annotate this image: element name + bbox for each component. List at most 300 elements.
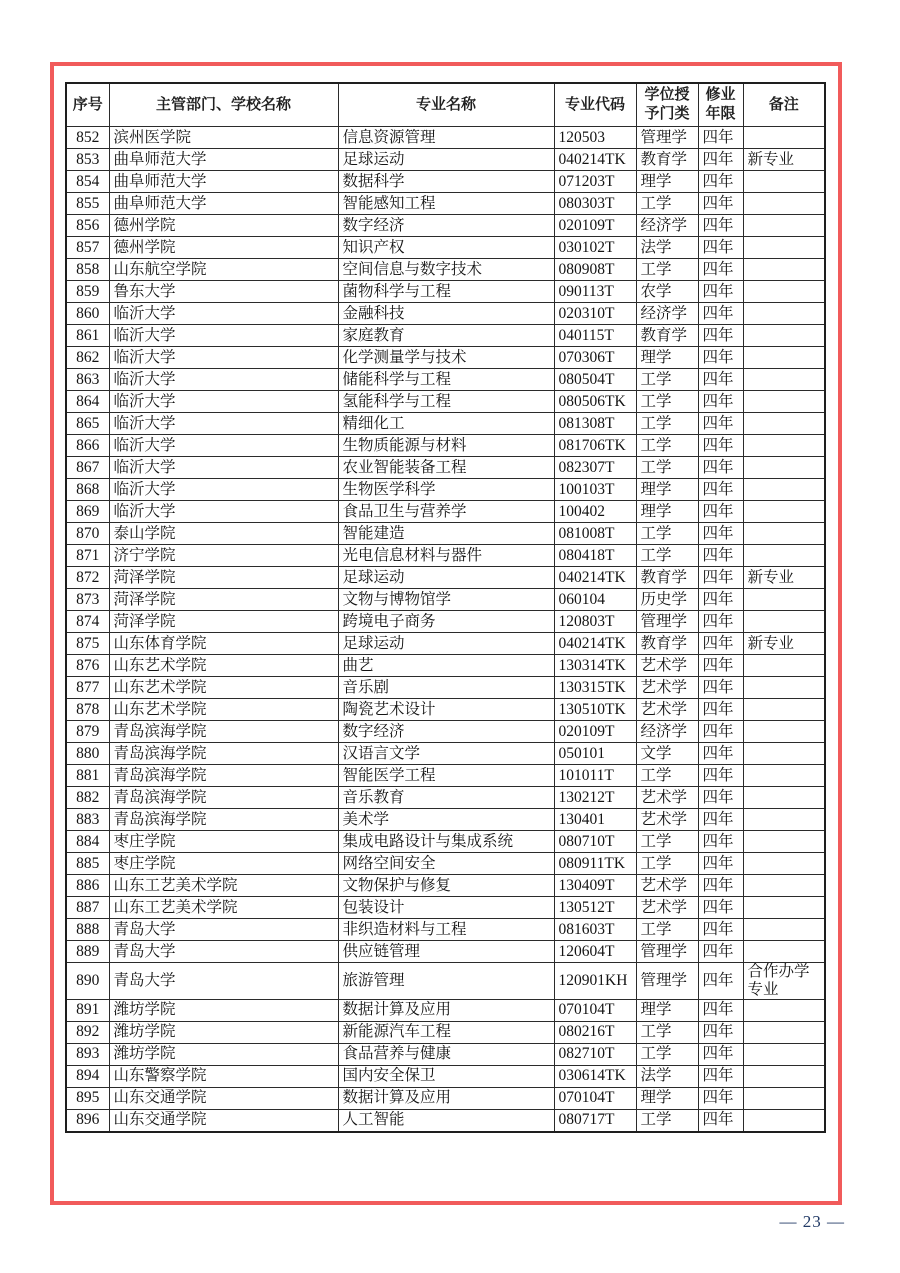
cell-degree: 工学 [636,765,698,787]
table-row [66,1087,825,1109]
cell-years: 四年 [698,1043,743,1065]
table-row [66,1065,825,1087]
header-major: 专业名称 [338,83,554,127]
cell-major: 音乐剧 [338,677,554,699]
cell-seq: 896 [66,1109,109,1132]
table-row [66,677,825,699]
cell-major: 包装设计 [338,897,554,919]
cell-school: 青岛滨海学院 [109,787,338,809]
cell-major: 智能建造 [338,523,554,545]
cell-major: 菌物科学与工程 [338,281,554,303]
cell-note [743,1043,825,1065]
cell-school: 枣庄学院 [109,853,338,875]
cell-seq: 888 [66,919,109,941]
cell-note [743,347,825,369]
cell-note [743,1065,825,1087]
cell-degree: 管理学 [636,127,698,149]
cell-degree: 法学 [636,1065,698,1087]
cell-code: 130409T [554,875,636,897]
table-row [66,193,825,215]
cell-major: 数据计算及应用 [338,999,554,1021]
cell-school: 山东工艺美术学院 [109,897,338,919]
cell-degree: 工学 [636,193,698,215]
cell-years: 四年 [698,391,743,413]
cell-note [743,215,825,237]
table-row [66,1021,825,1043]
cell-seq: 886 [66,875,109,897]
cell-school: 山东艺术学院 [109,699,338,721]
table-row [66,699,825,721]
cell-degree: 管理学 [636,611,698,633]
table-body [66,127,825,1132]
cell-degree: 农学 [636,281,698,303]
cell-major: 国内安全保卫 [338,1065,554,1087]
cell-school: 泰山学院 [109,523,338,545]
header-school: 主管部门、学校名称 [109,83,338,127]
cell-code: 070104T [554,999,636,1021]
cell-major: 旅游管理 [338,963,554,1000]
cell-code: 040214TK [554,633,636,655]
cell-years: 四年 [698,523,743,545]
cell-school: 青岛滨海学院 [109,765,338,787]
cell-note [743,127,825,149]
cell-years: 四年 [698,765,743,787]
table-row [66,765,825,787]
cell-school: 潍坊学院 [109,1043,338,1065]
cell-years: 四年 [698,721,743,743]
cell-note: 新专业 [743,633,825,655]
cell-seq: 859 [66,281,109,303]
cell-major: 数字经济 [338,721,554,743]
cell-degree: 工学 [636,369,698,391]
cell-note [743,831,825,853]
cell-major: 知识产权 [338,237,554,259]
cell-note [743,413,825,435]
cell-note [743,479,825,501]
cell-years: 四年 [698,875,743,897]
cell-seq: 874 [66,611,109,633]
cell-degree: 艺术学 [636,787,698,809]
cell-years: 四年 [698,611,743,633]
cell-seq: 876 [66,655,109,677]
cell-school: 鲁东大学 [109,281,338,303]
cell-years: 四年 [698,633,743,655]
cell-degree: 工学 [636,1021,698,1043]
cell-degree: 工学 [636,1109,698,1132]
cell-years: 四年 [698,501,743,523]
cell-note [743,787,825,809]
cell-major: 数据计算及应用 [338,1087,554,1109]
cell-degree: 理学 [636,1087,698,1109]
cell-years: 四年 [698,1109,743,1132]
cell-degree: 工学 [636,919,698,941]
cell-code: 120803T [554,611,636,633]
cell-seq: 882 [66,787,109,809]
cell-school: 临沂大学 [109,457,338,479]
cell-code: 040115T [554,325,636,347]
cell-years: 四年 [698,281,743,303]
cell-seq: 881 [66,765,109,787]
cell-note [743,677,825,699]
table-row [66,237,825,259]
cell-years: 四年 [698,567,743,589]
table-row [66,567,825,589]
cell-school: 潍坊学院 [109,999,338,1021]
cell-code: 080506TK [554,391,636,413]
cell-code: 060104 [554,589,636,611]
cell-years: 四年 [698,699,743,721]
cell-years: 四年 [698,1087,743,1109]
cell-seq: 858 [66,259,109,281]
table-row [66,655,825,677]
table-row [66,369,825,391]
cell-degree: 理学 [636,999,698,1021]
cell-years: 四年 [698,259,743,281]
cell-school: 曲阜师范大学 [109,149,338,171]
cell-note [743,589,825,611]
table-row [66,589,825,611]
cell-major: 化学测量学与技术 [338,347,554,369]
cell-code: 030614TK [554,1065,636,1087]
cell-years: 四年 [698,149,743,171]
cell-years: 四年 [698,193,743,215]
cell-major: 供应链管理 [338,941,554,963]
cell-note [743,721,825,743]
cell-code: 080303T [554,193,636,215]
cell-seq: 889 [66,941,109,963]
cell-code: 130401 [554,809,636,831]
cell-school: 山东工艺美术学院 [109,875,338,897]
cell-major: 光电信息材料与器件 [338,545,554,567]
cell-note [743,765,825,787]
cell-school: 山东警察学院 [109,1065,338,1087]
cell-note [743,743,825,765]
cell-major: 信息资源管理 [338,127,554,149]
cell-major: 农业智能装备工程 [338,457,554,479]
table-row [66,941,825,963]
cell-years: 四年 [698,413,743,435]
table-row [66,853,825,875]
cell-note: 合作办学专业 [743,963,825,1000]
cell-school: 临沂大学 [109,369,338,391]
cell-code: 082710T [554,1043,636,1065]
cell-major: 人工智能 [338,1109,554,1132]
cell-seq: 890 [66,963,109,1000]
cell-code: 120503 [554,127,636,149]
cell-degree: 教育学 [636,633,698,655]
cell-code: 081008T [554,523,636,545]
cell-degree: 艺术学 [636,655,698,677]
cell-seq: 856 [66,215,109,237]
table-row [66,545,825,567]
cell-major: 足球运动 [338,567,554,589]
cell-degree: 工学 [636,435,698,457]
cell-code: 082307T [554,457,636,479]
cell-seq: 860 [66,303,109,325]
cell-degree: 文学 [636,743,698,765]
cell-major: 音乐教育 [338,787,554,809]
table-row [66,347,825,369]
table-header [66,83,825,127]
cell-note [743,237,825,259]
cell-years: 四年 [698,589,743,611]
cell-major: 美术学 [338,809,554,831]
cell-note [743,1021,825,1043]
cell-note [743,809,825,831]
cell-code: 080710T [554,831,636,853]
cell-degree: 艺术学 [636,809,698,831]
cell-school: 青岛滨海学院 [109,809,338,831]
cell-seq: 887 [66,897,109,919]
page-number: — 23 — [779,1212,845,1231]
cell-major: 数据科学 [338,171,554,193]
cell-seq: 879 [66,721,109,743]
cell-school: 临沂大学 [109,413,338,435]
cell-years: 四年 [698,369,743,391]
cell-years: 四年 [698,325,743,347]
cell-note: 新专业 [743,567,825,589]
cell-code: 071203T [554,171,636,193]
cell-school: 青岛大学 [109,963,338,1000]
cell-years: 四年 [698,303,743,325]
cell-code: 130512T [554,897,636,919]
cell-major: 生物医学科学 [338,479,554,501]
header-note: 备注 [743,83,825,127]
cell-code: 080216T [554,1021,636,1043]
cell-seq: 857 [66,237,109,259]
cell-school: 菏泽学院 [109,589,338,611]
cell-note [743,523,825,545]
cell-seq: 885 [66,853,109,875]
cell-degree: 管理学 [636,941,698,963]
cell-code: 020109T [554,721,636,743]
cell-years: 四年 [698,435,743,457]
cell-years: 四年 [698,919,743,941]
cell-note [743,655,825,677]
cell-major: 集成电路设计与集成系统 [338,831,554,853]
cell-school: 临沂大学 [109,325,338,347]
table-row [66,413,825,435]
cell-note [743,391,825,413]
cell-seq: 866 [66,435,109,457]
cell-years: 四年 [698,1021,743,1043]
cell-degree: 法学 [636,237,698,259]
cell-seq: 855 [66,193,109,215]
cell-school: 山东艺术学院 [109,677,338,699]
table-row [66,501,825,523]
cell-years: 四年 [698,215,743,237]
cell-code: 080504T [554,369,636,391]
cell-seq: 878 [66,699,109,721]
cell-major: 跨境电子商务 [338,611,554,633]
cell-code: 101011T [554,765,636,787]
table-row [66,633,825,655]
cell-major: 曲艺 [338,655,554,677]
cell-major: 金融科技 [338,303,554,325]
cell-note [743,919,825,941]
cell-note [743,369,825,391]
cell-note [743,545,825,567]
cell-degree: 工学 [636,457,698,479]
cell-seq: 853 [66,149,109,171]
majors-table [65,82,826,1133]
table-row [66,325,825,347]
cell-degree: 工学 [636,831,698,853]
cell-school: 曲阜师范大学 [109,171,338,193]
cell-degree: 经济学 [636,721,698,743]
header-years: 修业年限 [698,83,743,127]
cell-degree: 艺术学 [636,699,698,721]
cell-major: 陶瓷艺术设计 [338,699,554,721]
cell-seq: 865 [66,413,109,435]
cell-years: 四年 [698,853,743,875]
cell-seq: 862 [66,347,109,369]
cell-seq: 870 [66,523,109,545]
cell-code: 080717T [554,1109,636,1132]
cell-seq: 868 [66,479,109,501]
cell-degree: 工学 [636,523,698,545]
cell-note [743,853,825,875]
cell-school: 临沂大学 [109,347,338,369]
cell-school: 山东交通学院 [109,1109,338,1132]
cell-code: 070104T [554,1087,636,1109]
table-row [66,1109,825,1132]
cell-school: 临沂大学 [109,435,338,457]
cell-years: 四年 [698,677,743,699]
table-row [66,259,825,281]
cell-seq: 883 [66,809,109,831]
cell-years: 四年 [698,897,743,919]
table-row [66,1043,825,1065]
cell-school: 山东艺术学院 [109,655,338,677]
cell-note [743,999,825,1021]
table-row [66,435,825,457]
cell-code: 120604T [554,941,636,963]
cell-code: 080911TK [554,853,636,875]
table-row [66,303,825,325]
cell-note [743,875,825,897]
cell-years: 四年 [698,171,743,193]
cell-note: 新专业 [743,149,825,171]
cell-degree: 教育学 [636,149,698,171]
cell-major: 氢能科学与工程 [338,391,554,413]
cell-degree: 历史学 [636,589,698,611]
cell-note [743,435,825,457]
table-row [66,999,825,1021]
cell-note [743,457,825,479]
cell-note [743,171,825,193]
cell-major: 储能科学与工程 [338,369,554,391]
cell-school: 青岛大学 [109,941,338,963]
cell-years: 四年 [698,1065,743,1087]
cell-code: 081706TK [554,435,636,457]
cell-seq: 895 [66,1087,109,1109]
table-row [66,919,825,941]
header-code: 专业代码 [554,83,636,127]
cell-major: 智能医学工程 [338,765,554,787]
cell-degree: 艺术学 [636,897,698,919]
cell-code: 040214TK [554,149,636,171]
cell-degree: 艺术学 [636,875,698,897]
cell-school: 临沂大学 [109,479,338,501]
cell-seq: 875 [66,633,109,655]
cell-degree: 教育学 [636,325,698,347]
cell-major: 网络空间安全 [338,853,554,875]
table-row [66,809,825,831]
table-row [66,611,825,633]
cell-years: 四年 [698,127,743,149]
cell-major: 文物保护与修复 [338,875,554,897]
cell-school: 滨州医学院 [109,127,338,149]
cell-code: 090113T [554,281,636,303]
table-row [66,875,825,897]
cell-years: 四年 [698,237,743,259]
cell-code: 130212T [554,787,636,809]
cell-major: 空间信息与数字技术 [338,259,554,281]
table-row [66,721,825,743]
cell-code: 050101 [554,743,636,765]
table-row [66,215,825,237]
table-row [66,127,825,149]
cell-seq: 894 [66,1065,109,1087]
cell-seq: 877 [66,677,109,699]
table-row [66,391,825,413]
cell-degree: 工学 [636,853,698,875]
cell-years: 四年 [698,831,743,853]
cell-note [743,611,825,633]
cell-major: 食品卫生与营养学 [338,501,554,523]
cell-code: 030102T [554,237,636,259]
cell-major: 非织造材料与工程 [338,919,554,941]
cell-seq: 871 [66,545,109,567]
header-seq: 序号 [66,83,109,127]
cell-major: 数字经济 [338,215,554,237]
cell-school: 潍坊学院 [109,1021,338,1043]
cell-note [743,325,825,347]
cell-years: 四年 [698,545,743,567]
cell-degree: 理学 [636,347,698,369]
cell-code: 100402 [554,501,636,523]
cell-major: 精细化工 [338,413,554,435]
cell-school: 德州学院 [109,215,338,237]
cell-seq: 864 [66,391,109,413]
cell-degree: 理学 [636,171,698,193]
cell-seq: 854 [66,171,109,193]
cell-major: 新能源汽车工程 [338,1021,554,1043]
cell-note [743,303,825,325]
cell-school: 菏泽学院 [109,611,338,633]
cell-note [743,281,825,303]
table-row [66,523,825,545]
cell-degree: 理学 [636,479,698,501]
cell-degree: 工学 [636,545,698,567]
cell-years: 四年 [698,787,743,809]
cell-note [743,897,825,919]
cell-major: 食品营养与健康 [338,1043,554,1065]
cell-school: 临沂大学 [109,501,338,523]
table-row [66,743,825,765]
cell-seq: 873 [66,589,109,611]
cell-degree: 艺术学 [636,677,698,699]
cell-degree: 工学 [636,259,698,281]
cell-code: 020109T [554,215,636,237]
cell-code: 130315TK [554,677,636,699]
cell-seq: 892 [66,1021,109,1043]
cell-note [743,941,825,963]
cell-major: 智能感知工程 [338,193,554,215]
table-row [66,831,825,853]
table-row [66,897,825,919]
